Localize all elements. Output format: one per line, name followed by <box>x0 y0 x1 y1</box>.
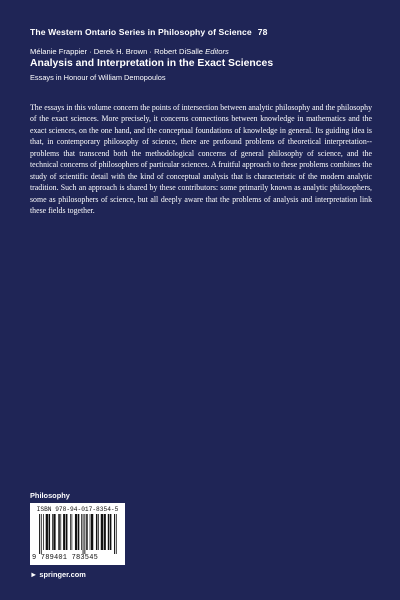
publisher-url <box>30 570 86 579</box>
editor-role: Editors <box>205 47 229 56</box>
barcode-bar <box>60 514 61 550</box>
barcode-bar <box>96 514 98 550</box>
barcode-bar <box>66 514 68 550</box>
editors-line <box>30 47 229 56</box>
barcode-bar <box>101 514 103 550</box>
blurb-text: The essays in this volume concern the points of intersection between analytic philosophy and the philosophy of the exact sciences. More precisely, it concerns connections between knowledge in mathematics and the exact sciences, on the one hand, and the conceptual foundations of knowledge in general. Its guiding idea is that, in contemporary philosophy of science, there are profound problems of theoretical interpretation-- problems that transcend both the methodological concerns of general philosophy of science, and the technical concerns of philosophers of particular sciences. A fruitful approach to these problems combines the study of scientific detail with the kind of conceptual analysis that is characteristic of the modern analytic tradition. Such an approach is shared by these contributors: some primarily known as analytic philosophers, some as philosophers of science, but all deeply aware that the problems of analysis and interpretation link these fields together. <box>30 103 372 216</box>
book-subtitle: Essays in Honour of William Demopoulos <box>30 73 166 82</box>
barcode-bar <box>75 514 77 550</box>
barcode-bar <box>91 514 93 550</box>
barcode-bar <box>78 514 80 550</box>
barcode-bar <box>108 514 110 550</box>
book-title: Analysis and Interpretation in the Exact Sciences <box>30 58 274 69</box>
barcode-bar <box>52 514 53 550</box>
editor-names: Mélanie Frappier · Derek H. Brown · Robert DiSalle <box>30 47 204 56</box>
publisher-url-text[interactable]: springer.com <box>39 570 86 579</box>
barcode-bar <box>63 514 65 550</box>
barcode-bar <box>58 514 60 550</box>
barcode-bar <box>86 514 88 550</box>
series-name: The Western Ontario Series in Philosophy of Science <box>30 27 252 37</box>
barcode-label <box>30 503 125 565</box>
barcode-bar <box>81 514 82 550</box>
arrow-icon: ► <box>30 570 38 579</box>
barcode-bar <box>70 514 71 550</box>
isbn-text: ISBN 978-94-017-8354-5 <box>36 506 119 513</box>
barcode-bar <box>98 514 99 550</box>
barcode-bar <box>53 514 55 550</box>
barcode-bar <box>39 514 40 554</box>
barcode-bar <box>83 514 84 554</box>
barcode-bar <box>46 514 48 550</box>
barcode-bar <box>114 514 115 554</box>
barcode-bar <box>43 514 44 550</box>
barcode-bar <box>110 514 112 550</box>
series-volume: 78 <box>257 27 268 37</box>
barcode-bar <box>116 514 117 554</box>
barcode-bar <box>90 514 91 550</box>
barcode-bars <box>39 514 117 554</box>
barcode-bar <box>41 514 42 554</box>
barcode-bar <box>72 514 73 550</box>
subject-label: Philosophy <box>30 491 70 500</box>
barcode-digits: 9 789401 783545 <box>32 554 99 562</box>
series-line <box>30 27 268 37</box>
barcode-bar <box>104 514 106 550</box>
barcode-bar <box>84 514 85 554</box>
barcode-bar <box>49 514 51 550</box>
